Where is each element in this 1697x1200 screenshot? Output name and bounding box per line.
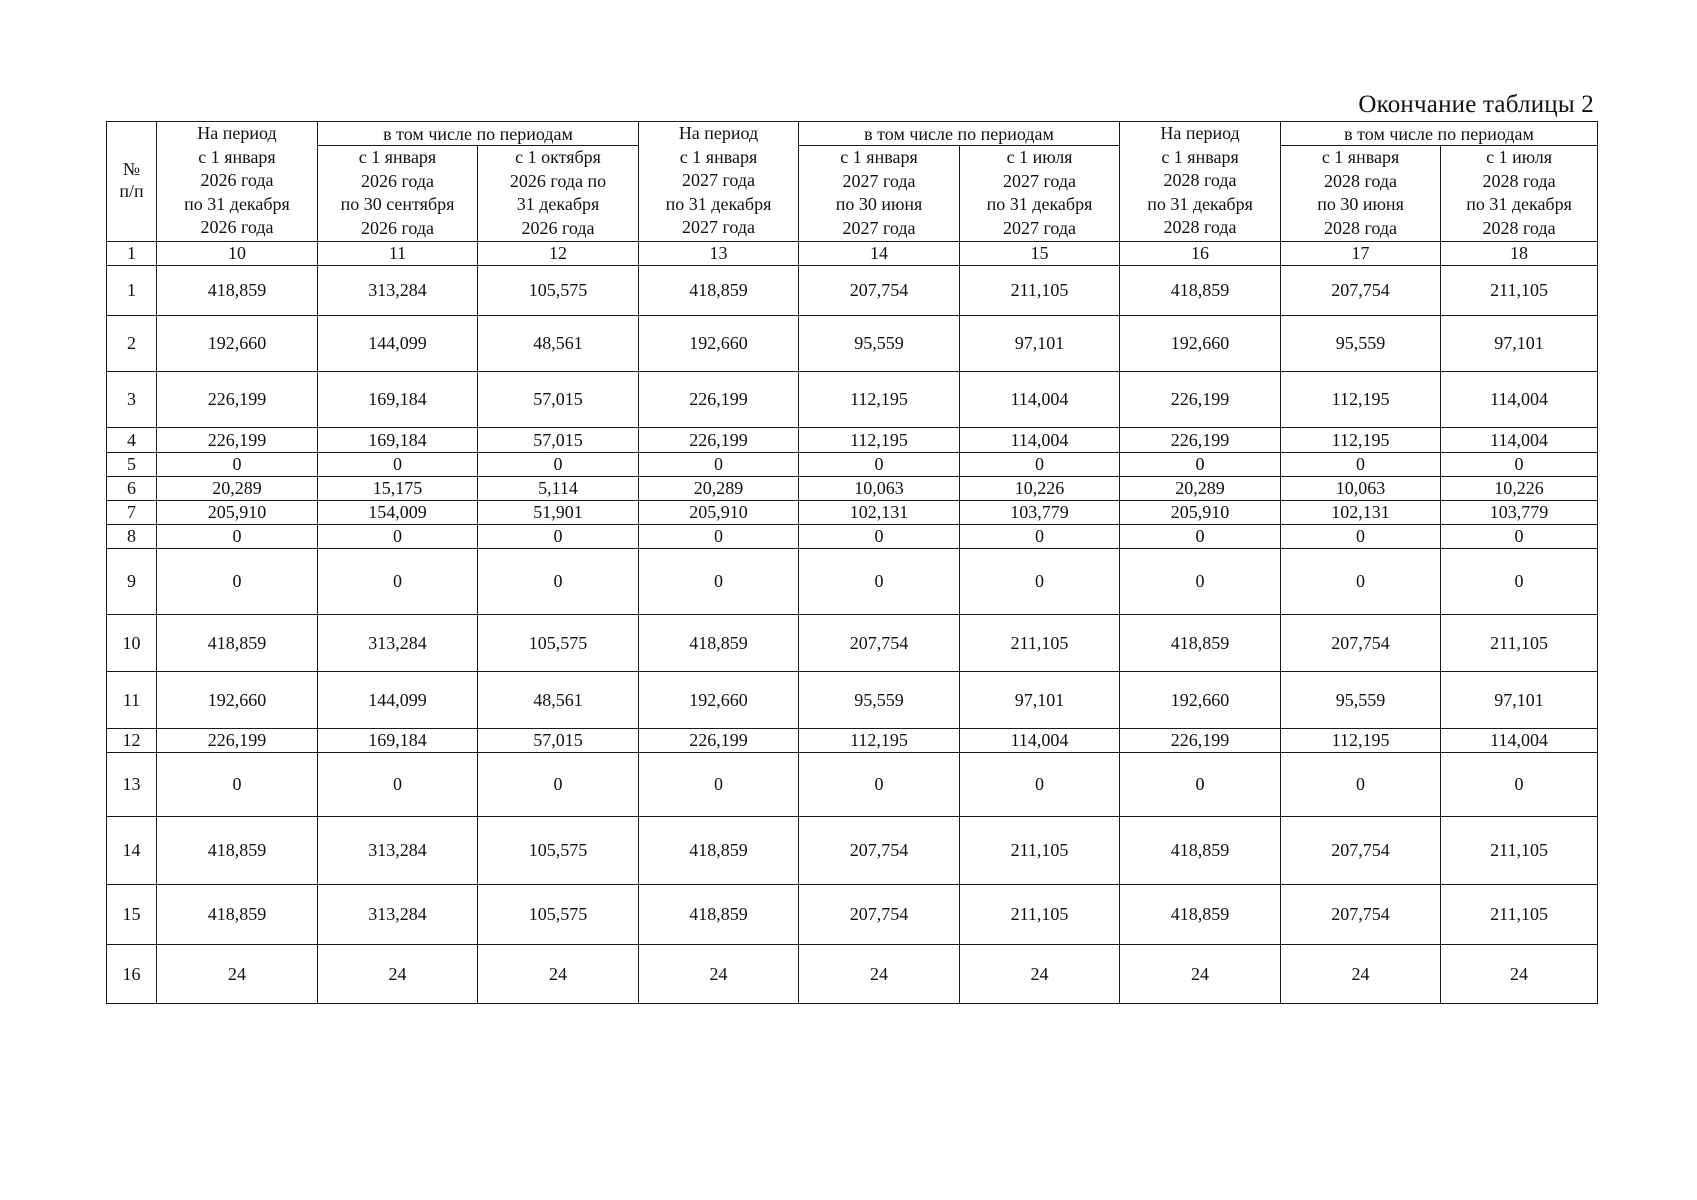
table-cell: 192,660 (1120, 316, 1281, 372)
row-number: 10 (107, 615, 157, 672)
table-cell: 57,015 (478, 729, 639, 753)
table-cell: 207,754 (1281, 885, 1441, 945)
table-cell: 114,004 (1441, 372, 1598, 428)
table-cell: 192,660 (639, 316, 799, 372)
row-number: 12 (107, 729, 157, 753)
row-number: 5 (107, 453, 157, 477)
table-cell: 95,559 (1281, 672, 1441, 729)
header-group-2028: в том числе по периодам (1281, 122, 1598, 146)
table-cell: 10,226 (960, 477, 1120, 501)
table-cell: 154,009 (318, 501, 478, 525)
table-cell: 112,195 (799, 428, 960, 453)
table-cell: 211,105 (960, 266, 1120, 316)
table-cell: 114,004 (960, 372, 1120, 428)
table-cell: 144,099 (318, 672, 478, 729)
table-cell: 211,105 (960, 615, 1120, 672)
header-subperiod: с 1 октября 2026 года по 31 декабря 2026 года (478, 146, 639, 242)
table-row (107, 549, 1598, 615)
table-cell: 0 (1281, 525, 1441, 549)
table-row (107, 615, 1598, 672)
table-cell: 97,101 (960, 672, 1120, 729)
row-number: 9 (107, 549, 157, 615)
table-cell: 20,289 (1120, 477, 1281, 501)
row-number: 16 (107, 945, 157, 1004)
data-table (106, 121, 1598, 1004)
table-cell: 114,004 (1441, 729, 1598, 753)
table-cell: 103,779 (1441, 501, 1598, 525)
table-cell: 169,184 (318, 372, 478, 428)
row-number: 13 (107, 753, 157, 817)
table-cell: 226,199 (157, 428, 318, 453)
table-cell: 0 (157, 549, 318, 615)
row-number: 15 (107, 885, 157, 945)
table-cell: 95,559 (1281, 316, 1441, 372)
table-cell: 51,901 (478, 501, 639, 525)
table-cell: 102,131 (1281, 501, 1441, 525)
table-cell: 226,199 (157, 729, 318, 753)
table-cell: 192,660 (1120, 672, 1281, 729)
table-cell: 226,199 (157, 372, 318, 428)
header-period-2027: На период с 1 января 2027 года по 31 декабря 2027 года (639, 122, 799, 242)
table-cell: 0 (1281, 453, 1441, 477)
table-cell: 0 (639, 549, 799, 615)
header-period-2026: На период с 1 января 2026 года по 31 декабря 2026 года (157, 122, 318, 242)
table-cell: 211,105 (1441, 817, 1598, 885)
table-cell: 169,184 (318, 729, 478, 753)
table-cell: 0 (960, 525, 1120, 549)
table-cell: 418,859 (157, 817, 318, 885)
table-cell: 0 (1441, 549, 1598, 615)
table-cell: 211,105 (960, 885, 1120, 945)
table-cell: 97,101 (960, 316, 1120, 372)
table-cell: 418,859 (1120, 817, 1281, 885)
table-cell: 418,859 (1120, 885, 1281, 945)
table-cell: 226,199 (639, 372, 799, 428)
table-row (107, 525, 1598, 549)
table-cell: 192,660 (157, 316, 318, 372)
header-row-top (107, 122, 1598, 146)
table-cell: 226,199 (1120, 372, 1281, 428)
column-number: 11 (318, 242, 478, 266)
header-subperiod: с 1 января 2028 года по 30 июня 2028 года (1281, 146, 1441, 242)
table-cell: 0 (1281, 753, 1441, 817)
table-cell: 5,114 (478, 477, 639, 501)
table-row (107, 885, 1598, 945)
header-num: № п/п (107, 122, 157, 242)
table-cell: 48,561 (478, 672, 639, 729)
row-number: 11 (107, 672, 157, 729)
table-cell: 105,575 (478, 885, 639, 945)
table-cell: 418,859 (639, 615, 799, 672)
table-cell: 211,105 (1441, 885, 1598, 945)
table-cell: 313,284 (318, 817, 478, 885)
row-number: 7 (107, 501, 157, 525)
column-number: 10 (157, 242, 318, 266)
header-subperiod: с 1 июля 2027 года по 31 декабря 2027 года (960, 146, 1120, 242)
table-cell: 114,004 (1441, 428, 1598, 453)
table-cell: 226,199 (639, 428, 799, 453)
table-cell: 48,561 (478, 316, 639, 372)
table-cell: 418,859 (157, 885, 318, 945)
table-cell: 57,015 (478, 428, 639, 453)
table-cell: 211,105 (960, 817, 1120, 885)
table-row (107, 453, 1598, 477)
table-row (107, 817, 1598, 885)
column-number: 16 (1120, 242, 1281, 266)
table-cell: 102,131 (799, 501, 960, 525)
table-cell: 207,754 (1281, 266, 1441, 316)
table-cell: 97,101 (1441, 672, 1598, 729)
table-cell: 0 (157, 753, 318, 817)
table-cell: 211,105 (1441, 266, 1598, 316)
column-number: 12 (478, 242, 639, 266)
table-cell: 105,575 (478, 266, 639, 316)
table-cell: 313,284 (318, 266, 478, 316)
table-cell: 418,859 (157, 615, 318, 672)
table-cell: 0 (157, 453, 318, 477)
row-number: 4 (107, 428, 157, 453)
table-cell: 0 (1281, 549, 1441, 615)
table-cell: 0 (639, 453, 799, 477)
table-cell: 20,289 (157, 477, 318, 501)
table-cell: 10,063 (799, 477, 960, 501)
header-group-2027: в том числе по периодам (799, 122, 1120, 146)
table-cell: 205,910 (1120, 501, 1281, 525)
table-cell: 112,195 (1281, 372, 1441, 428)
table-cell: 418,859 (157, 266, 318, 316)
table-cell: 0 (478, 525, 639, 549)
header-group-2026: в том числе по периодам (318, 122, 639, 146)
column-number: 18 (1441, 242, 1598, 266)
header-subperiod: с 1 июля 2028 года по 31 декабря 2028 года (1441, 146, 1598, 242)
table-cell: 24 (960, 945, 1120, 1004)
table-cell: 112,195 (799, 372, 960, 428)
table-cell: 207,754 (799, 615, 960, 672)
table-cell: 0 (799, 453, 960, 477)
table-cell: 0 (960, 453, 1120, 477)
table-cell: 205,910 (639, 501, 799, 525)
table-cell: 0 (960, 753, 1120, 817)
column-number: 15 (960, 242, 1120, 266)
column-number: 14 (799, 242, 960, 266)
table-cell: 0 (1441, 453, 1598, 477)
table-cell: 24 (1281, 945, 1441, 1004)
table-cell: 207,754 (799, 885, 960, 945)
table-cell: 24 (478, 945, 639, 1004)
header-subperiod: с 1 января 2027 года по 30 июня 2027 года (799, 146, 960, 242)
table-cell: 20,289 (639, 477, 799, 501)
table-cell: 15,175 (318, 477, 478, 501)
table-cell: 10,063 (1281, 477, 1441, 501)
table-cell: 207,754 (1281, 817, 1441, 885)
header-row-sub (107, 146, 1598, 242)
table-cell: 0 (799, 549, 960, 615)
table-row (107, 729, 1598, 753)
table-row (107, 266, 1598, 316)
table-cell: 0 (478, 453, 639, 477)
table-cell: 57,015 (478, 372, 639, 428)
table-cell: 97,101 (1441, 316, 1598, 372)
table-cell: 418,859 (639, 266, 799, 316)
table-cell: 0 (799, 753, 960, 817)
table-cell: 211,105 (1441, 615, 1598, 672)
table-cell: 24 (157, 945, 318, 1004)
table-cell: 313,284 (318, 885, 478, 945)
table-cell: 418,859 (1120, 615, 1281, 672)
table-cell: 418,859 (1120, 266, 1281, 316)
table-cell: 112,195 (799, 729, 960, 753)
table-row (107, 477, 1598, 501)
table-cell: 205,910 (157, 501, 318, 525)
table-cell: 192,660 (639, 672, 799, 729)
column-number-row (107, 242, 1598, 266)
table-cell: 144,099 (318, 316, 478, 372)
row-number: 8 (107, 525, 157, 549)
table-cell: 0 (1120, 753, 1281, 817)
table-cell: 24 (318, 945, 478, 1004)
table-row (107, 501, 1598, 525)
table-cell: 114,004 (960, 729, 1120, 753)
table-cell: 24 (1120, 945, 1281, 1004)
table-cell: 0 (157, 525, 318, 549)
table-cell: 105,575 (478, 817, 639, 885)
table-cell: 207,754 (1281, 615, 1441, 672)
table-cell: 24 (639, 945, 799, 1004)
column-number: 13 (639, 242, 799, 266)
table-cell: 114,004 (960, 428, 1120, 453)
table-cell: 0 (1120, 549, 1281, 615)
row-number: 6 (107, 477, 157, 501)
table-cell: 0 (1120, 525, 1281, 549)
table-cell: 0 (639, 753, 799, 817)
table-cell: 0 (639, 525, 799, 549)
table-cell: 0 (960, 549, 1120, 615)
table-cell: 105,575 (478, 615, 639, 672)
table-cell: 24 (799, 945, 960, 1004)
table-cell: 112,195 (1281, 428, 1441, 453)
table-cell: 207,754 (799, 817, 960, 885)
table-cell: 418,859 (639, 817, 799, 885)
table-cell: 313,284 (318, 615, 478, 672)
table-cell: 0 (478, 753, 639, 817)
table-row (107, 316, 1598, 372)
table-row (107, 372, 1598, 428)
table-cell: 226,199 (1120, 428, 1281, 453)
table-caption: Окончание таблицы 2 (1358, 91, 1594, 118)
table-cell: 169,184 (318, 428, 478, 453)
table-cell: 226,199 (1120, 729, 1281, 753)
table-row (107, 428, 1598, 453)
table-cell: 0 (1441, 525, 1598, 549)
row-number: 2 (107, 316, 157, 372)
table-cell: 103,779 (960, 501, 1120, 525)
table-cell: 95,559 (799, 316, 960, 372)
table-cell: 0 (1120, 453, 1281, 477)
table-cell: 10,226 (1441, 477, 1598, 501)
table-cell: 0 (318, 525, 478, 549)
table-cell: 24 (1441, 945, 1598, 1004)
table-cell: 0 (318, 753, 478, 817)
table-cell: 0 (318, 549, 478, 615)
table-cell: 0 (1441, 753, 1598, 817)
column-number: 1 (107, 242, 157, 266)
table-cell: 226,199 (639, 729, 799, 753)
table-cell: 192,660 (157, 672, 318, 729)
table-cell: 95,559 (799, 672, 960, 729)
header-period-2028: На период с 1 января 2028 года по 31 декабря 2028 года (1120, 122, 1281, 242)
table-cell: 112,195 (1281, 729, 1441, 753)
table-cell: 418,859 (639, 885, 799, 945)
table-cell: 207,754 (799, 266, 960, 316)
row-number: 3 (107, 372, 157, 428)
table-cell: 0 (318, 453, 478, 477)
column-number: 17 (1281, 242, 1441, 266)
table-row (107, 753, 1598, 817)
header-subperiod: с 1 января 2026 года по 30 сентября 2026 года (318, 146, 478, 242)
table-row (107, 945, 1598, 1004)
table-cell: 0 (799, 525, 960, 549)
row-number: 14 (107, 817, 157, 885)
table-cell: 0 (478, 549, 639, 615)
table-row (107, 672, 1598, 729)
row-number: 1 (107, 266, 157, 316)
